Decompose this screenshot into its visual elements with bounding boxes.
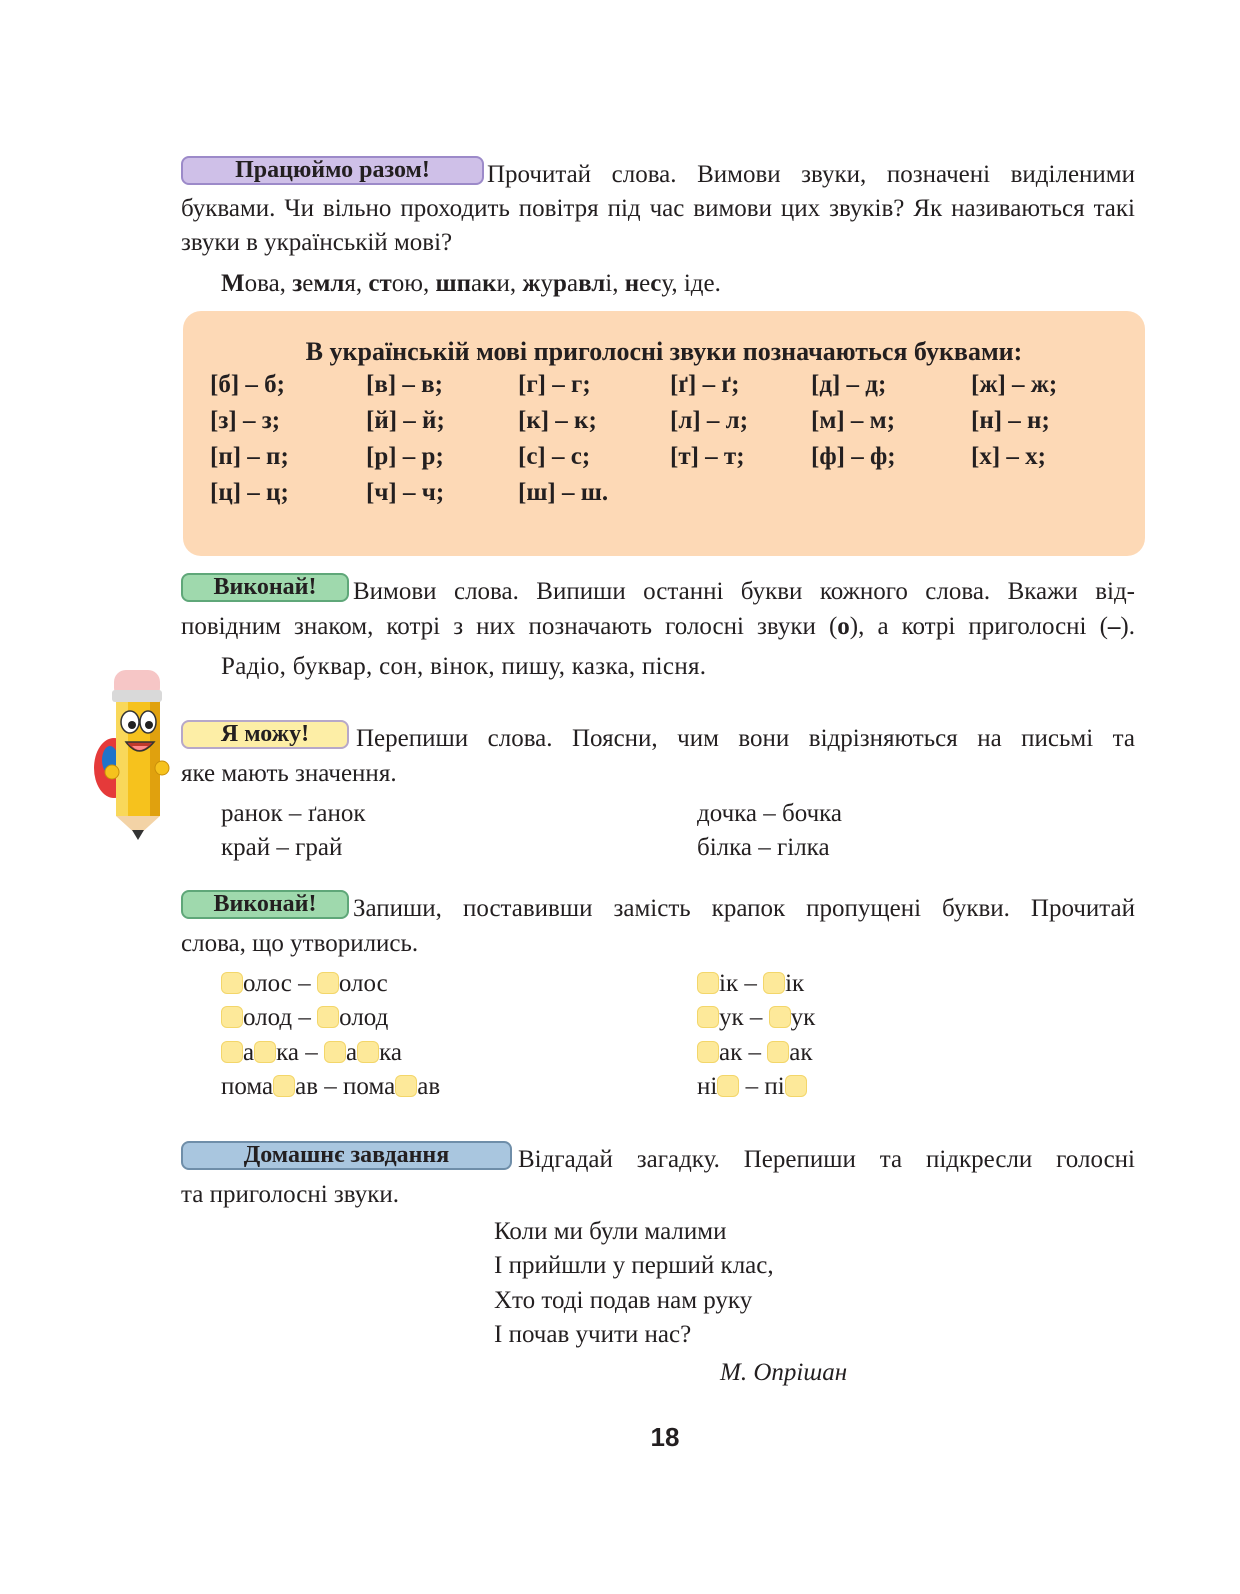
section2-text-c: ). — [1120, 613, 1135, 640]
fill-in-text: олос — [338, 970, 388, 997]
missing-letter-blank[interactable] — [221, 1041, 243, 1063]
sound-letter-pair: [ц] – ц; — [210, 479, 289, 506]
fill-in-text: ук — [790, 1004, 816, 1031]
fill-in-line — [697, 1036, 813, 1070]
fill-in-text: пома — [221, 1073, 274, 1100]
sound-letter-pair: [м] – м; — [811, 407, 896, 434]
pair-left-2: край – грай — [221, 834, 343, 861]
badge-do-it: Виконай! — [181, 573, 349, 602]
missing-letter-blank[interactable] — [697, 1041, 719, 1063]
fill-in-text: ні — [697, 1073, 718, 1100]
section4-first-line: Запиши, поставивши замість крапок пропущені букви. Прочитай — [353, 895, 1135, 922]
fill-in-text: ак – — [719, 1039, 768, 1066]
fill-in-text: ка – — [276, 1039, 324, 1066]
bold-letters: н — [624, 270, 640, 297]
section2-first-line: Вимови слова. Випиши останні букви кожного слова. Вкажи від- — [353, 578, 1135, 605]
missing-letter-blank[interactable] — [357, 1041, 379, 1063]
fill-in-line — [221, 967, 388, 1001]
sound-letter-pair: [ч] – ч; — [366, 479, 445, 506]
fill-in-text: а — [243, 1039, 255, 1066]
missing-letter-blank[interactable] — [273, 1075, 295, 1097]
fill-in-text: ук – — [719, 1004, 769, 1031]
section5-second-line: та приголосні звуки. — [181, 1181, 400, 1208]
fill-in-line — [221, 1070, 440, 1104]
fill-in-text: а — [345, 1039, 358, 1066]
missing-letter-blank[interactable] — [324, 1041, 346, 1063]
word-rest: у, іде. — [661, 270, 721, 297]
fill-in-text: ік — [785, 970, 805, 997]
word-rest: і, — [605, 270, 625, 297]
fill-in-text: – пі — [739, 1073, 785, 1100]
fill-in-text: ак — [789, 1039, 813, 1066]
word-rest: и, — [496, 270, 523, 297]
sound-letter-pair: [с] – с; — [518, 443, 591, 470]
word-rest: у — [540, 270, 554, 297]
fill-in-text: ав — [417, 1073, 441, 1100]
section4-second-line: слова, що утворились. — [181, 930, 419, 957]
sound-letter-pair: [г] – г; — [518, 371, 591, 398]
bold-letters: М — [221, 270, 245, 297]
sound-letter-pair: [ш] – ш. — [518, 479, 609, 506]
missing-letter-blank[interactable] — [221, 1006, 243, 1028]
missing-letter-blank[interactable] — [767, 1041, 789, 1063]
sound-letter-pair: [л] – л; — [670, 407, 749, 434]
bold-letters: с — [650, 270, 662, 297]
sound-letter-pair: [ф] – ф; — [811, 443, 896, 470]
poem-author: М. Опрішан — [720, 1359, 848, 1386]
badge-work-together: Працюймо разом! — [181, 156, 484, 185]
word-rest: я, — [344, 270, 369, 297]
fill-in-text: олод — [339, 1004, 389, 1031]
missing-letter-blank[interactable] — [763, 972, 785, 994]
bold-letters: к — [482, 270, 497, 297]
badge-homework: Домашнє завдання — [181, 1141, 512, 1170]
fill-in-text: ав – пома — [295, 1073, 396, 1100]
word-rest: е — [639, 270, 651, 297]
bold-letters: р — [553, 270, 567, 297]
missing-letter-blank[interactable] — [254, 1041, 276, 1063]
section1-first-line: Прочитай слова. Вимови звуки, позначені виділеними — [487, 161, 1135, 188]
pair-left-1: ранок – ґанок — [221, 800, 366, 827]
sound-letter-pair: [н] – н; — [971, 407, 1050, 434]
fill-in-text: олос – — [243, 970, 317, 997]
sound-letter-pair: [т] – т; — [670, 443, 745, 470]
sound-letter-pair: [д] – д; — [811, 371, 887, 398]
section5-first-line: Відгадай загадку. Перепиши та підкресли голосні — [518, 1146, 1135, 1173]
page-number: 18 — [650, 1422, 680, 1452]
section2-text-b: ), а котрі приголосні ( — [849, 613, 1108, 640]
fill-in-line — [697, 1001, 815, 1035]
word-rest: е — [302, 270, 314, 297]
fill-in-text: олод – — [243, 1004, 318, 1031]
sound-letter-pair: [п] – п; — [210, 443, 289, 470]
section3-second-line: яке мають значення. — [181, 760, 397, 787]
word-rest: ою, — [391, 270, 436, 297]
word-rest: ова, — [244, 270, 293, 297]
missing-letter-blank[interactable] — [769, 1006, 791, 1028]
section3-first-line: Перепиши слова. Поясни, чим вони відрізняються на письмі та — [356, 725, 1135, 752]
missing-letter-blank[interactable] — [317, 1006, 339, 1028]
bold-letters: ж — [522, 270, 541, 297]
section2-second-line — [181, 610, 1135, 644]
bold-letters: ст — [368, 270, 392, 297]
rule-box — [183, 311, 1145, 556]
sound-letter-pair: [ж] – ж; — [971, 371, 1058, 398]
missing-letter-blank[interactable] — [317, 972, 339, 994]
sound-letter-pair: [ґ] – ґ; — [670, 371, 740, 398]
word-rest: а — [566, 270, 579, 297]
sound-letter-pair: [б] – б; — [210, 371, 285, 398]
vowel-sign: о — [837, 613, 850, 640]
bold-letters: вл — [578, 270, 606, 297]
badge-do-it-2: Виконай! — [181, 890, 349, 919]
missing-letter-blank[interactable] — [785, 1075, 807, 1097]
missing-letter-blank[interactable] — [717, 1075, 739, 1097]
section2-text-a: повідним знаком, котрі з них позначають голосні звуки ( — [181, 613, 838, 640]
missing-letter-blank[interactable] — [221, 972, 243, 994]
fill-in-line — [221, 1001, 388, 1035]
pair-right-1: дочка – бочка — [697, 800, 843, 827]
section1-words — [221, 267, 721, 301]
fill-in-text: ка — [379, 1039, 402, 1066]
sound-letter-pair: [з] – з; — [210, 407, 281, 434]
fill-in-line — [697, 967, 804, 1001]
poem-line-1: Коли ми були малими — [494, 1218, 727, 1245]
sound-letter-pair: [к] – к; — [518, 407, 597, 434]
sound-letter-pair: [р] – р; — [366, 443, 444, 470]
sound-letter-pair: [й] – й; — [366, 407, 445, 434]
missing-letter-blank[interactable] — [697, 1006, 719, 1028]
fill-in-line — [697, 1070, 807, 1104]
section1-text: буквами. Чи вільно проходить повітря під час вимови цих звуків? Як називаються такі звуки в українській мові? — [181, 195, 1135, 256]
missing-letter-blank[interactable] — [697, 972, 719, 994]
poem-line-2: І прийшли у перший клас, — [494, 1252, 774, 1279]
poem-line-4: І почав учити нас? — [494, 1321, 692, 1348]
missing-letter-blank[interactable] — [395, 1075, 417, 1097]
fill-in-text: ік – — [719, 970, 764, 997]
bold-letters: з — [292, 270, 303, 297]
bold-letters: мл — [313, 270, 345, 297]
bold-letters: шп — [435, 270, 471, 297]
sound-letter-pair: [в] – в; — [366, 371, 443, 398]
consonant-sign: – — [1107, 613, 1121, 640]
fill-in-line — [221, 1036, 402, 1070]
rule-title: В українській мові приголосні звуки позначаються буквами: — [305, 337, 1023, 366]
pair-right-2: білка – гілка — [697, 834, 830, 861]
poem-line-3: Хто тоді подав нам руку — [494, 1287, 753, 1314]
word-rest: а — [471, 270, 483, 297]
sound-letter-pair: [х] – х; — [971, 443, 1046, 470]
badge-i-can: Я можу! — [181, 720, 349, 749]
pencil-mascot-icon — [92, 668, 170, 840]
section2-words: Радіо, буквар, сон, вінок, пишу, казка, пісня. — [221, 653, 707, 680]
